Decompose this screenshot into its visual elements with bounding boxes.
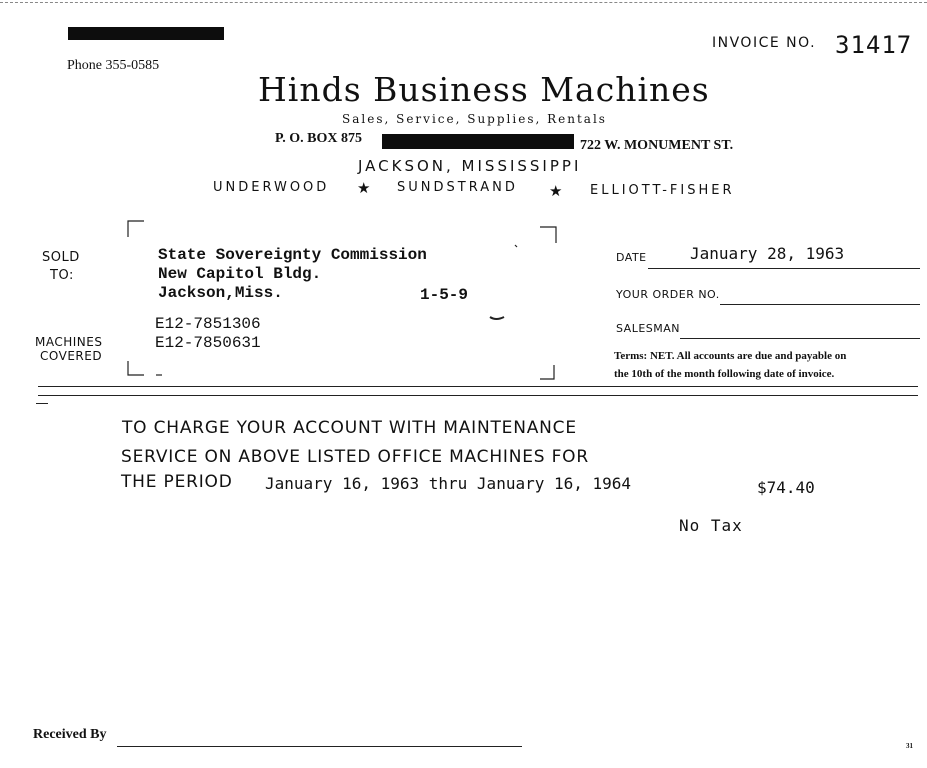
po-box: P. O. BOX 875 — [275, 131, 362, 146]
customer-address-2: Jackson,Miss. — [158, 284, 283, 302]
terms-line-1: Terms: NET. All accounts are due and payable on — [614, 350, 847, 362]
machine-serial: E12-7851306 — [155, 315, 261, 333]
date-label: DATE — [616, 251, 647, 264]
phone-number: Phone 355-0585 — [67, 58, 160, 73]
date-underline — [648, 268, 920, 269]
machine-serial: E12-7850631 — [155, 334, 261, 352]
invoice-date: January 28, 1963 — [690, 244, 845, 263]
charge-amount: $74.40 — [757, 478, 815, 497]
invoice-number: 31417 — [835, 31, 913, 59]
charge-period-label: THE PERIOD — [121, 472, 233, 492]
service-period: January 16, 1963 thru January 16, 1964 — [265, 474, 632, 493]
invoice-label: INVOICE NO. — [712, 35, 817, 51]
brand-sundstrand: SUNDSTRAND — [397, 180, 518, 195]
order-underline — [720, 304, 920, 305]
terms-line-2: the 10th of the month following date of invoice. — [614, 368, 835, 380]
section-divider — [38, 386, 918, 387]
perforation-line — [0, 2, 927, 3]
salesman-label: SALESMAN — [616, 322, 681, 335]
company-tagline: Sales, Service, Supplies, Rentals — [342, 112, 607, 126]
brand-elliott-fisher: ELLIOTT-FISHER — [590, 183, 735, 198]
form-mark: 31 — [906, 742, 913, 750]
customer-name: State Sovereignty Commission — [158, 246, 427, 264]
charge-line-2: SERVICE ON ABOVE LISTED OFFICE MACHINES FOR — [121, 447, 589, 467]
redaction-bar-address — [382, 134, 574, 149]
street-address: 722 W. MONUMENT ST. — [580, 138, 734, 153]
margin-tick — [36, 403, 48, 404]
customer-code: 1-5-9 — [420, 286, 469, 304]
your-order-label: YOUR ORDER NO. — [616, 288, 720, 301]
customer-address-1: New Capitol Bldg. — [158, 265, 322, 283]
covered-label: COVERED — [40, 349, 103, 363]
star-icon: ★ — [549, 184, 563, 200]
tax-note: No Tax — [679, 516, 743, 535]
machines-label: MACHINES — [35, 335, 103, 349]
city-state: JACKSON, MISSISSIPPI — [358, 157, 582, 175]
charge-line-1: TO CHARGE YOUR ACCOUNT WITH MAINTENANCE — [122, 418, 577, 438]
brand-underwood: UNDERWOOD — [213, 180, 330, 195]
received-by-label: Received By — [33, 727, 107, 742]
to-label: TO: — [50, 268, 74, 283]
salesman-underline — [680, 338, 920, 339]
section-divider — [38, 395, 918, 396]
sold-label: SOLD — [42, 250, 80, 265]
company-name: Hinds Business Machines — [258, 70, 710, 109]
redaction-bar-top — [68, 27, 224, 40]
star-icon: ★ — [357, 181, 371, 197]
received-by-line — [117, 746, 522, 747]
